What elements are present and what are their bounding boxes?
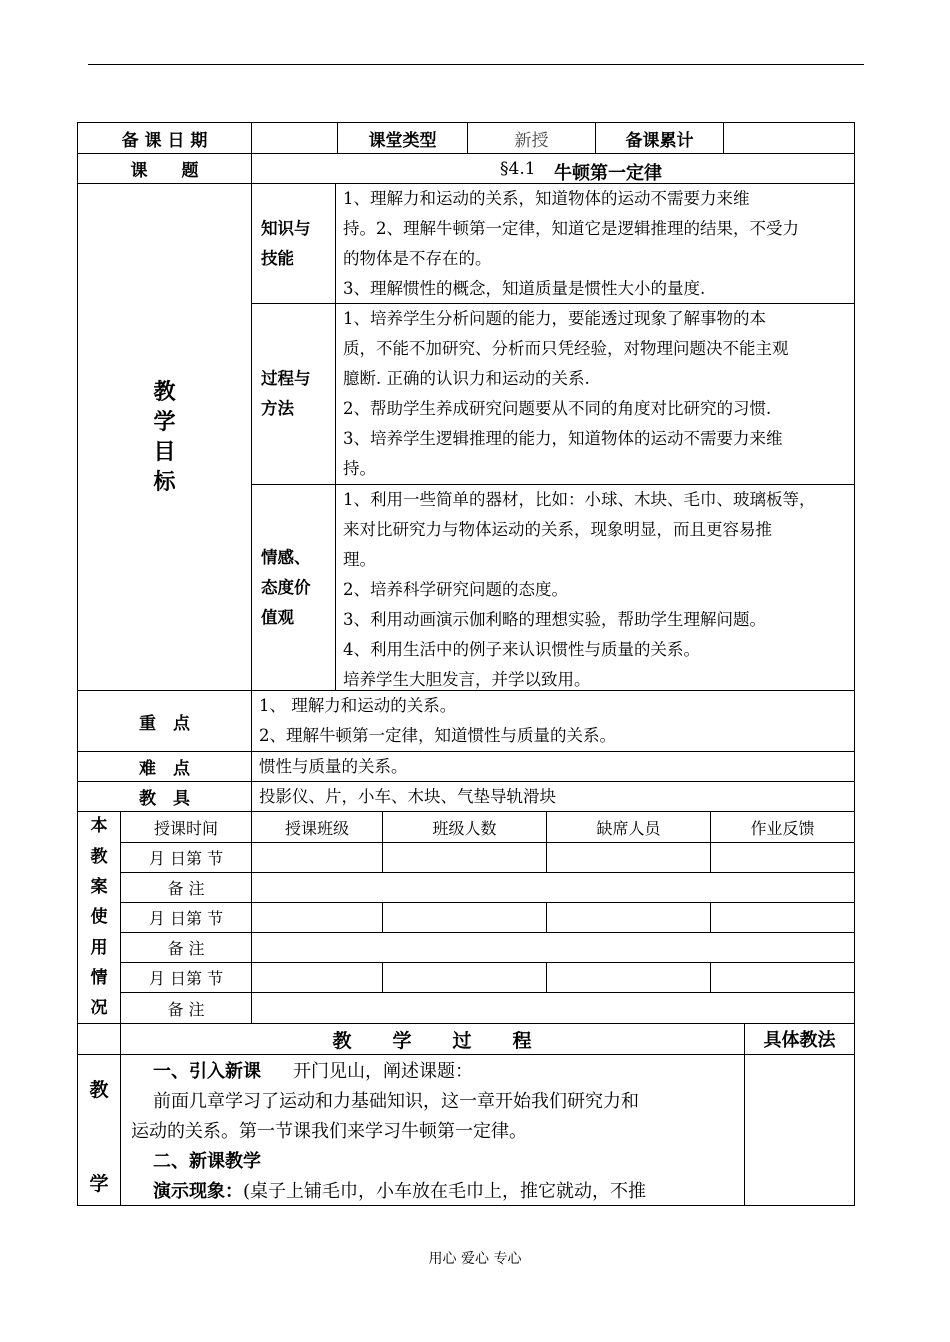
- text-line: 1、利用一些简单的器材，比如：小球、木块、毛巾、玻璃板等，: [343, 490, 816, 509]
- usage-remark-cell: [252, 873, 855, 902]
- text-line: 2、培养科学研究问题的态度。: [343, 580, 568, 599]
- usage-label-char: 案: [90, 877, 108, 898]
- page-footer: 用心 爱心 专心: [428, 1251, 522, 1267]
- knowledge-section: [252, 184, 855, 304]
- header-rule: [88, 64, 864, 65]
- usage-remark-label: 备 注: [121, 873, 252, 902]
- prep-date-value: [252, 123, 338, 153]
- process-label-line: 过程与: [261, 369, 311, 388]
- usage-homework-cell: [711, 963, 855, 992]
- process-label-line: 方法: [261, 399, 294, 418]
- text-line: 培养学生大胆发言，并学以致用。: [343, 670, 591, 689]
- process-label: [252, 304, 336, 484]
- text-line: 2、理解牛顿第一定律，知道惯性与质量的关系。: [259, 726, 616, 745]
- usage-time: 月 日第 节: [121, 963, 252, 992]
- usage-homework-cell: [711, 903, 855, 932]
- usage-remark-label: 备 注: [121, 933, 252, 962]
- text-line: 3、培养学生逻辑推理的能力，知道物体的运动不需要力来维: [343, 429, 783, 448]
- text-line: 持。: [343, 459, 376, 478]
- text-line: 3、理解惯性的概念，知道质量是惯性大小的量度.: [343, 279, 706, 298]
- usage-remark-row: [121, 993, 855, 1024]
- demo-text: (桌子上铺毛巾，小车放在毛巾上，推它就动，不推: [243, 1181, 647, 1202]
- usage-block: [78, 812, 855, 1024]
- usage-absent-cell: [547, 963, 711, 992]
- usage-time: 月 日第 节: [121, 903, 252, 932]
- text-line: 质，不能不加研究、分析而只凭经验，对物理问题决不能主观: [343, 339, 789, 358]
- usage-header-count: 班级人数: [383, 812, 547, 842]
- usage-count-cell: [383, 903, 547, 932]
- usage-remark-label: 备 注: [121, 993, 252, 1024]
- topic-section: §4.1: [500, 159, 536, 179]
- process-side-label: [78, 1055, 121, 1205]
- intro-heading: 一、引入新课: [153, 1061, 261, 1082]
- knowledge-label-line: 技能: [261, 248, 294, 268]
- process-section: [252, 304, 855, 485]
- text-line: 来对比研究力与物体运动的关系，现象明显，而且更容易推: [343, 520, 772, 539]
- topic-row: [78, 154, 855, 184]
- usage-header-class: 授课班级: [252, 812, 383, 842]
- text-line: 持。2、理解牛顿第一定律，知道它是逻辑推理的结果，不受力: [343, 219, 799, 238]
- goals-content: [252, 184, 855, 690]
- demo-label: 演示现象：: [153, 1181, 243, 1202]
- usage-header-absent: 缺席人员: [547, 812, 711, 842]
- usage-entry-row: [121, 903, 855, 933]
- goals-label-char: 标: [153, 469, 176, 495]
- knowledge-label: [252, 184, 336, 303]
- usage-class-cell: [252, 963, 383, 992]
- text-line: 3、利用动画演示伽利略的理想实验，帮助学生理解问题。: [343, 610, 766, 629]
- goals-block: [78, 184, 855, 691]
- usage-absent-cell: [547, 903, 711, 932]
- method-cell: [745, 1055, 855, 1205]
- tools-row: [78, 782, 855, 812]
- text-line: 臆断. 正确的认识力和运动的关系.: [343, 369, 590, 388]
- difficulty-label: 难 点: [78, 752, 252, 781]
- usage-entry-row: [121, 843, 855, 873]
- process-content-row: [78, 1055, 855, 1206]
- text-line: 1、培养学生分析问题的能力，要能透过现象了解事物的本: [343, 309, 766, 328]
- usage-label-char: 本: [90, 816, 108, 837]
- emotion-label-line: 态度价: [261, 578, 311, 597]
- usage-remark-cell: [252, 993, 855, 1024]
- usage-label-char: 使: [90, 907, 108, 928]
- usage-grid: [121, 812, 855, 1024]
- text-line: 理。: [343, 550, 376, 569]
- intro-para-1: 前面几章学习了运动和力基础知识，这一章开始我们研究力和: [153, 1091, 639, 1112]
- process-side-char: 学: [89, 1173, 109, 1195]
- total-value: [724, 123, 855, 153]
- key-points-text: [252, 691, 855, 751]
- usage-remark-cell: [252, 933, 855, 962]
- difficulty-row: [78, 752, 855, 782]
- process-header-row: [78, 1024, 855, 1055]
- emotion-label: [252, 485, 336, 691]
- topic-cell: [252, 154, 855, 183]
- usage-class-cell: [252, 903, 383, 932]
- tools-text: 投影仪、片，小车、木块、气垫导轨滑块: [252, 782, 855, 811]
- usage-time: 月 日第 节: [121, 843, 252, 872]
- key-points-row: [78, 691, 855, 752]
- usage-label-char: 教: [90, 846, 108, 867]
- intro-tail: 开门见山，阐述课题：: [293, 1061, 473, 1082]
- class-type-label: 课堂类型: [338, 123, 468, 153]
- usage-label: [78, 812, 121, 1023]
- usage-label-char: 用: [90, 937, 108, 958]
- usage-header-row: [121, 812, 855, 843]
- total-label: 备课累计: [596, 123, 724, 153]
- usage-count-cell: [383, 843, 547, 872]
- intro-para-2: 运动的关系。第一节课我们来学习牛顿第一定律。: [131, 1121, 527, 1142]
- topic-label: 课 题: [78, 154, 252, 183]
- usage-remark-row: [121, 873, 855, 903]
- process-title: 教 学 过 程: [121, 1024, 745, 1054]
- usage-class-cell: [252, 843, 383, 872]
- goals-label: [78, 184, 252, 690]
- usage-remark-row: [121, 933, 855, 963]
- text-line: 1、理解力和运动的关系，知道物体的运动不需要力来维: [343, 189, 750, 208]
- tools-label: 教 具: [78, 782, 252, 811]
- text-line: 的物体是不存在的。: [343, 249, 492, 268]
- knowledge-label-line: 知识与: [261, 218, 311, 238]
- demo-line: [131, 1177, 738, 1207]
- intro-line: [131, 1057, 738, 1087]
- topic-title: 牛顿第一定律: [554, 163, 662, 184]
- usage-entry-row: [121, 963, 855, 993]
- emotion-label-line: 情感、: [261, 548, 311, 567]
- emotion-text: [336, 485, 855, 695]
- usage-header-homework: 作业反馈: [711, 812, 855, 842]
- class-type-value: 新授: [468, 123, 596, 153]
- process-text: [121, 1055, 745, 1205]
- usage-count-cell: [383, 963, 547, 992]
- usage-header-time: 授课时间: [121, 812, 252, 842]
- header-row: [78, 123, 855, 154]
- prep-date-label: 备 课 日 期: [78, 123, 252, 153]
- text-line: 1、 理解力和运动的关系。: [259, 696, 457, 715]
- usage-homework-cell: [711, 843, 855, 872]
- lesson-plan-table: [77, 122, 855, 1206]
- process-header-side: [78, 1024, 121, 1054]
- new-lesson-heading: 二、新课教学: [153, 1151, 261, 1172]
- process-text: [336, 304, 855, 484]
- key-points-label: 重 点: [78, 691, 252, 751]
- difficulty-text: 惯性与质量的关系。: [252, 752, 855, 781]
- usage-absent-cell: [547, 843, 711, 872]
- process-side-char: 教: [89, 1079, 109, 1101]
- goals-label-char: 教: [153, 379, 176, 405]
- knowledge-text: [336, 184, 855, 304]
- goals-label-char: 学: [153, 409, 176, 435]
- emotion-label-line: 值观: [261, 608, 294, 627]
- usage-label-char: 况: [90, 998, 108, 1019]
- text-line: 4、利用生活中的例子来认识惯性与质量的关系。: [343, 640, 700, 659]
- usage-label-char: 情: [90, 967, 108, 988]
- emotion-section: [252, 485, 855, 691]
- goals-label-char: 目: [153, 439, 176, 465]
- method-label: 具体教法: [745, 1024, 855, 1054]
- text-line: 2、帮助学生养成研究问题要从不同的角度对比研究的习惯.: [343, 399, 772, 418]
